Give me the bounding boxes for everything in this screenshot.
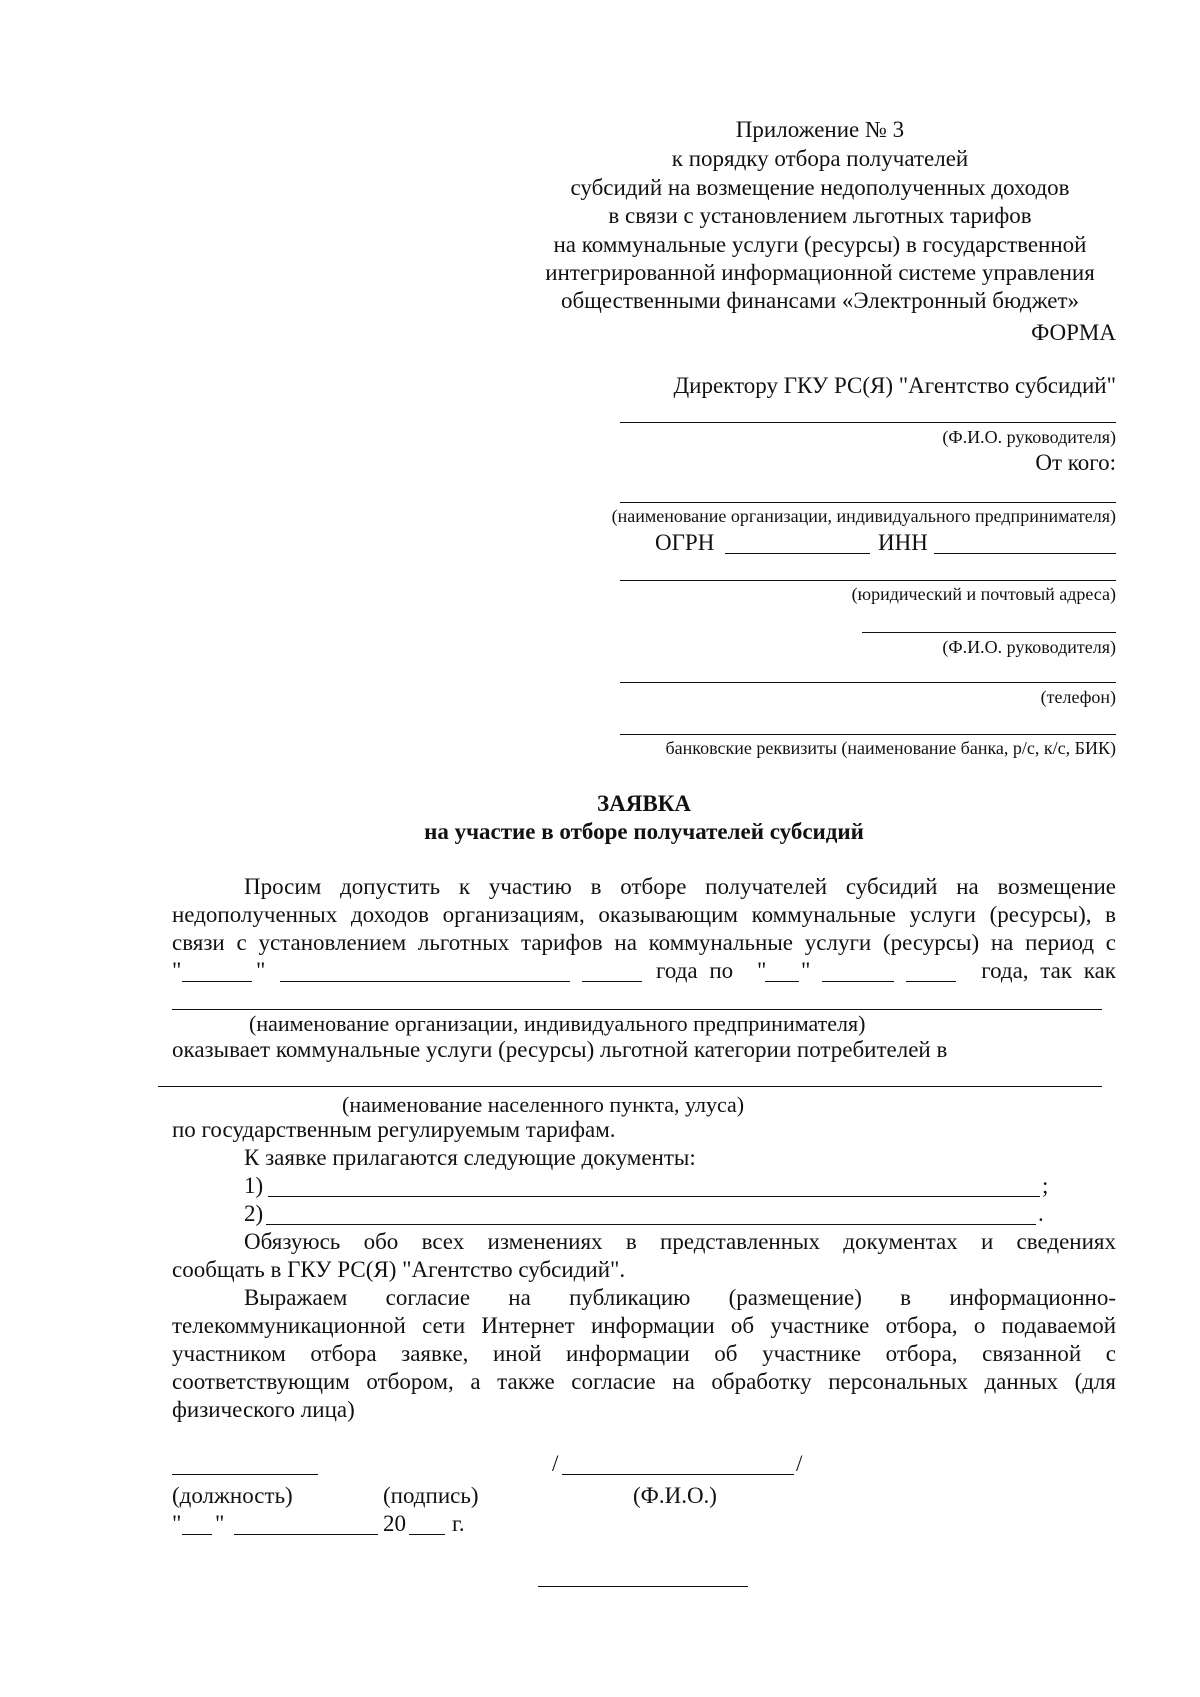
year-to-label: года, так как — [981, 958, 1116, 983]
appendix-line-7: общественными финансами «Электронный бюджет» — [560, 288, 1080, 313]
month-from-line — [280, 981, 570, 982]
hint-org-name: (наименование организации, индивидуального предпринимателя) — [611, 506, 1116, 526]
hint-fio-head: (Ф.И.О. руководителя) — [942, 427, 1116, 447]
body-p6-line3: участником отбора заявке, иной информации об участнике отбора, связанной с — [172, 1341, 1116, 1366]
hint-org-name-body: (наименование организации, индивидуального предпринимателя) — [249, 1011, 866, 1036]
body-p4: К заявке прилагаются следующие документы: — [244, 1145, 696, 1170]
fio-line — [562, 1474, 794, 1475]
form-label: ФОРМА — [1031, 320, 1116, 345]
item2-line — [266, 1224, 1036, 1225]
org-name-line-body — [172, 1009, 1102, 1010]
body-p5-line1: Обязуюсь обо всех изменениях в представленных документах и сведениях — [244, 1229, 1116, 1254]
appendix-line-6: интегрированной информационной системе управления — [545, 260, 1095, 285]
ogrn-label: ОГРН — [655, 530, 715, 555]
addressee-director: Директору ГКУ РС(Я) "Агентство субсидий" — [673, 373, 1116, 398]
date-day-line — [182, 1534, 212, 1535]
document-subtitle: на участие в отборе получателей субсидий — [424, 819, 864, 844]
signature-label: (подпись) — [383, 1483, 479, 1508]
item1-number: 1) — [244, 1173, 264, 1198]
body-p6-line5: физического лица) — [172, 1397, 355, 1422]
item1-line — [268, 1196, 1040, 1197]
hint-fio-head-2: (Ф.И.О. руководителя) — [942, 637, 1116, 657]
appendix-line-3: субсидий на возмещение недополученных доходов — [570, 175, 1070, 200]
item2-number: 2) — [244, 1201, 264, 1226]
address-line — [620, 580, 1116, 581]
body-p1-line2: недополученных доходов организациям, оказывающим коммунальные услуги (ресурсы), в — [172, 902, 1116, 927]
locality-line — [158, 1086, 1102, 1087]
body-p6-line1: Выражаем согласие на публикацию (размещение) в информационно- — [244, 1285, 1116, 1310]
body-p2: оказывает коммунальные услуги (ресурсы) льготной категории потребителей в — [172, 1037, 948, 1062]
hint-address: (юридический и почтовый адреса) — [851, 584, 1116, 604]
date-quote-close: " — [215, 1511, 225, 1536]
hint-locality: (наименование населенного пункта, улуса) — [342, 1092, 745, 1117]
appendix-line-5: на коммунальные услуги (ресурсы) в государственной — [553, 232, 1087, 257]
year-from-line — [582, 981, 642, 982]
ogrn-line — [725, 553, 870, 554]
body-p6-line4: соответствующим отбором, а также согласие на обработку персональных данных (для — [172, 1369, 1116, 1394]
date-year-suffix: г. — [452, 1511, 465, 1536]
fio-slash-left: / — [552, 1451, 559, 1476]
phone-line — [620, 682, 1116, 683]
org-name-line — [620, 502, 1116, 503]
quote-close-1: " — [256, 958, 266, 983]
inn-line — [934, 553, 1116, 554]
fio-label: (Ф.И.О.) — [633, 1483, 717, 1508]
item2-end: . — [1038, 1201, 1044, 1226]
quote-close-2: " — [801, 958, 811, 983]
month-to-line — [822, 981, 894, 982]
year-from-label: года по — [656, 958, 734, 983]
date-year-prefix: 20 — [383, 1511, 406, 1536]
appendix-line-1: Приложение № 3 — [735, 117, 905, 142]
fio-slash-right: / — [796, 1451, 803, 1476]
quote-open-1: " — [172, 958, 182, 983]
day-to-line — [765, 981, 799, 982]
body-p6-line2: телекоммуникационной сети Интернет информации об участнике отбора, о подаваемой — [172, 1313, 1116, 1338]
bank-line — [620, 734, 1116, 735]
inn-label: ИНН — [878, 530, 928, 555]
appendix-line-2: к порядку отбора получателей — [671, 146, 969, 171]
body-p1-line1: Просим допустить к участию в отборе получателей субсидий на возмещение — [244, 874, 1116, 899]
date-quote-open: " — [172, 1511, 182, 1536]
position-label: (должность) — [172, 1483, 293, 1508]
position-line — [172, 1474, 318, 1475]
hint-bank: банковские реквизиты (наименование банка, р/с, к/с, БИК) — [665, 738, 1116, 758]
fio-head-line-2 — [862, 632, 1116, 633]
item1-end: ; — [1042, 1173, 1049, 1198]
from-label: От кого: — [1035, 450, 1116, 475]
hint-phone: (телефон) — [1040, 687, 1116, 707]
body-p1-line3: связи с установлением льготных тарифов на коммунальные услуги (ресурсы) на период с — [172, 930, 1116, 955]
quote-open-2: " — [757, 958, 767, 983]
fio-head-line — [620, 422, 1116, 423]
document-title: ЗАЯВКА — [597, 791, 691, 816]
date-month-line — [234, 1534, 378, 1535]
appendix-line-4: в связи с установлением льготных тарифов — [608, 203, 1032, 228]
body-p5-line2: сообщать в ГКУ РС(Я) "Агентство субсидий". — [172, 1257, 626, 1282]
bottom-line — [538, 1586, 748, 1587]
body-p3: по государственным регулируемым тарифам. — [172, 1117, 616, 1142]
day-from-line — [182, 981, 252, 982]
date-year-line — [409, 1534, 445, 1535]
